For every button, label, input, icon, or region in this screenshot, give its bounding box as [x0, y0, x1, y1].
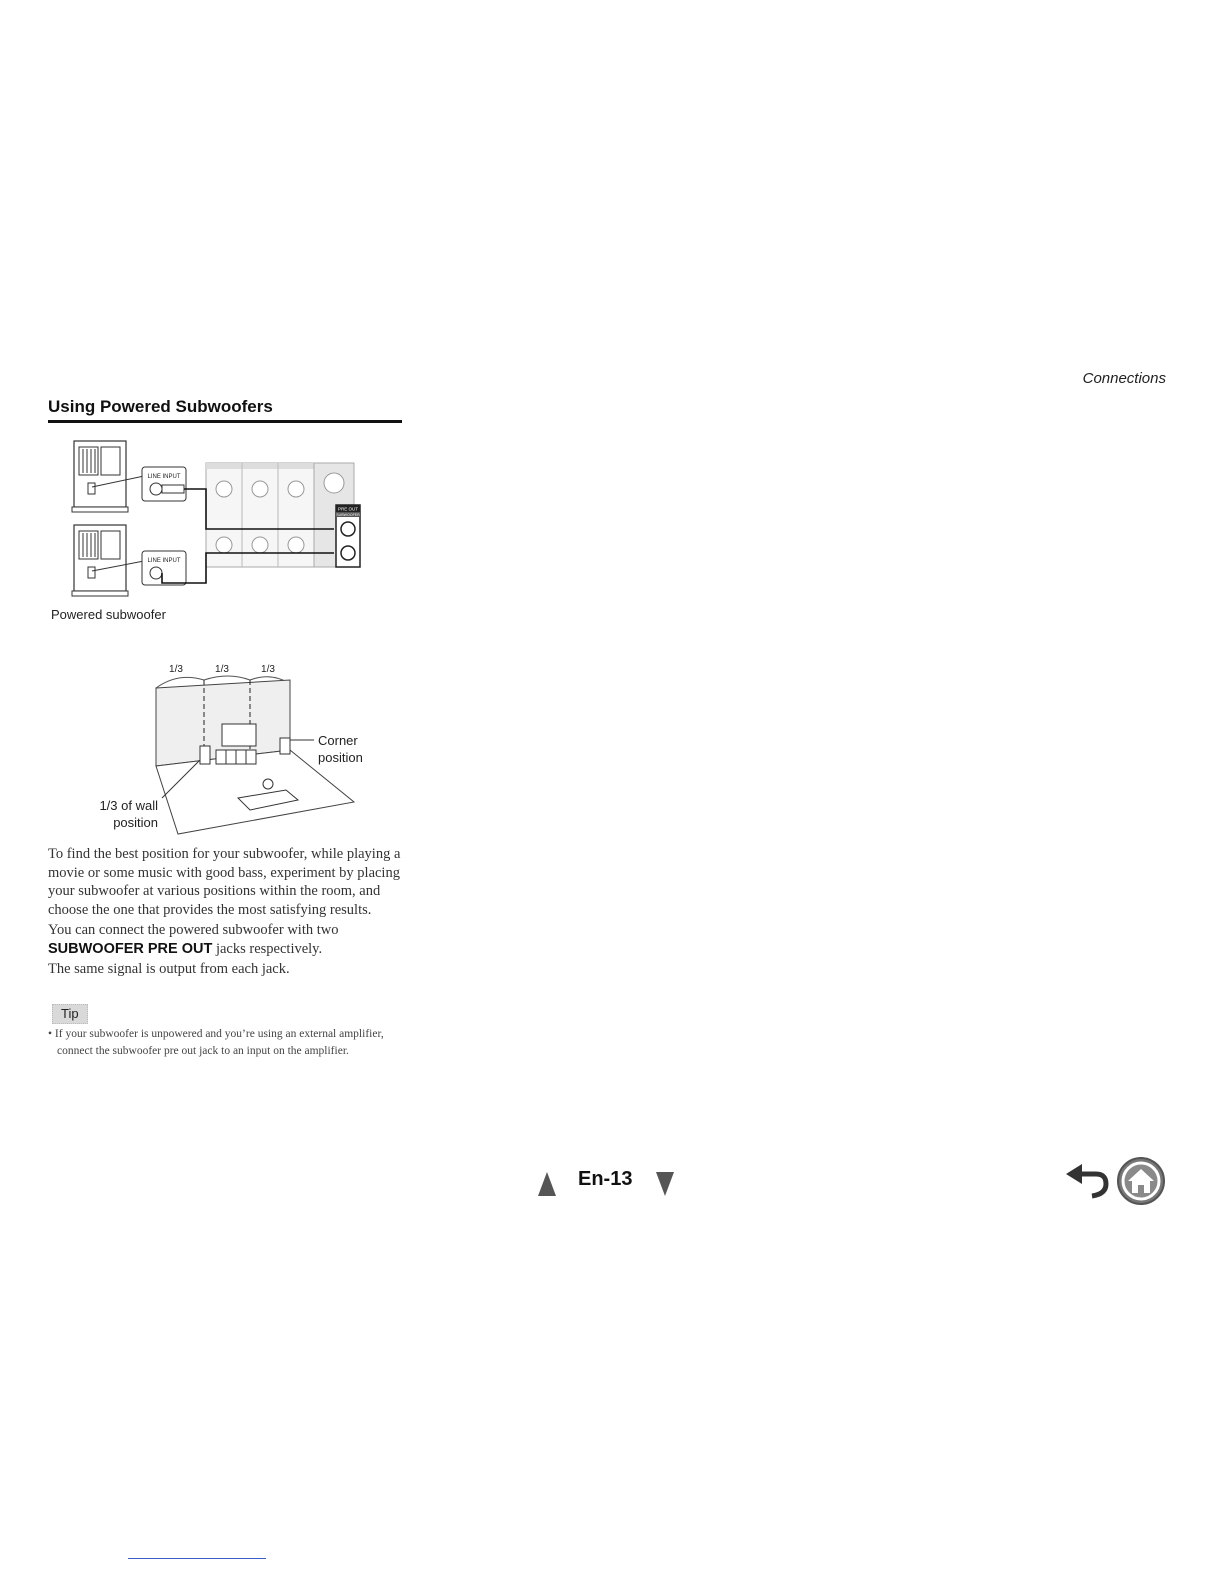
fraction-label-left: 1/3 [169, 664, 183, 675]
page-title: Using Powered Subwoofers [48, 397, 402, 423]
subwoofer-jack-label: SUBWOOFER [336, 513, 360, 517]
line-input-label-bottom: LINE INPUT [147, 558, 181, 564]
receiver-back-panel [206, 463, 354, 567]
line-input-label-top: LINE INPUT [147, 474, 181, 480]
paragraph-connection [48, 921, 403, 958]
figure-caption: Powered subwoofer [51, 607, 166, 622]
page-number: En-13 [578, 1168, 633, 1190]
line-input-box-bottom [142, 551, 186, 585]
subwoofer-unit-bottom [72, 525, 144, 596]
previous-page-arrow-icon[interactable] [538, 1172, 556, 1196]
paragraph-connection-suffix: jacks respectively. [212, 940, 323, 957]
pre-out-label: PRE OUT [337, 506, 359, 512]
paragraph-connection-prefix: You can connect the powered subwoofer with two [48, 922, 339, 938]
next-page-arrow-icon[interactable] [656, 1172, 674, 1196]
subwoofer-unit-top [72, 441, 144, 512]
paragraph-placement: To find the best position for your subwoofer, while playing a movie or some music with good bass, experiment by placing your subwoofer at various positions within the room, and choose the one that provides the most satisfying results. [48, 846, 401, 918]
paragraph-signal: The same signal is output from each jack. [48, 961, 290, 977]
section-label: Connections [1082, 370, 1166, 387]
back-arrow-icon[interactable] [1062, 1160, 1110, 1200]
page-navigation [534, 1166, 684, 1198]
subwoofer-connection-diagram [48, 437, 408, 627]
wall-label-line1: 1/3 of wall [99, 798, 158, 813]
wall-label-line2: position [113, 815, 158, 830]
footer-link-rule [128, 1558, 266, 1559]
tip-list [48, 1026, 403, 1060]
jack-name: SUBWOOFER PRE OUT [48, 940, 213, 957]
corner-label-line2: position [318, 750, 363, 765]
fraction-label-middle: 1/3 [215, 664, 229, 675]
tip-badge: Tip [52, 1004, 88, 1024]
subwoofer-placement-diagram [90, 658, 390, 843]
corner-label-line1: Corner [318, 733, 358, 748]
tip-item: • If your subwoofer is unpowered and you’re using an external amplifier, connect the subwoofer pre out jack to an input on the amplifier. [48, 1026, 403, 1060]
pre-out-jacks [336, 505, 360, 567]
body-text [48, 845, 403, 981]
fraction-label-right: 1/3 [261, 664, 275, 675]
line-input-box-top [142, 467, 186, 501]
home-icon[interactable] [1116, 1156, 1166, 1206]
